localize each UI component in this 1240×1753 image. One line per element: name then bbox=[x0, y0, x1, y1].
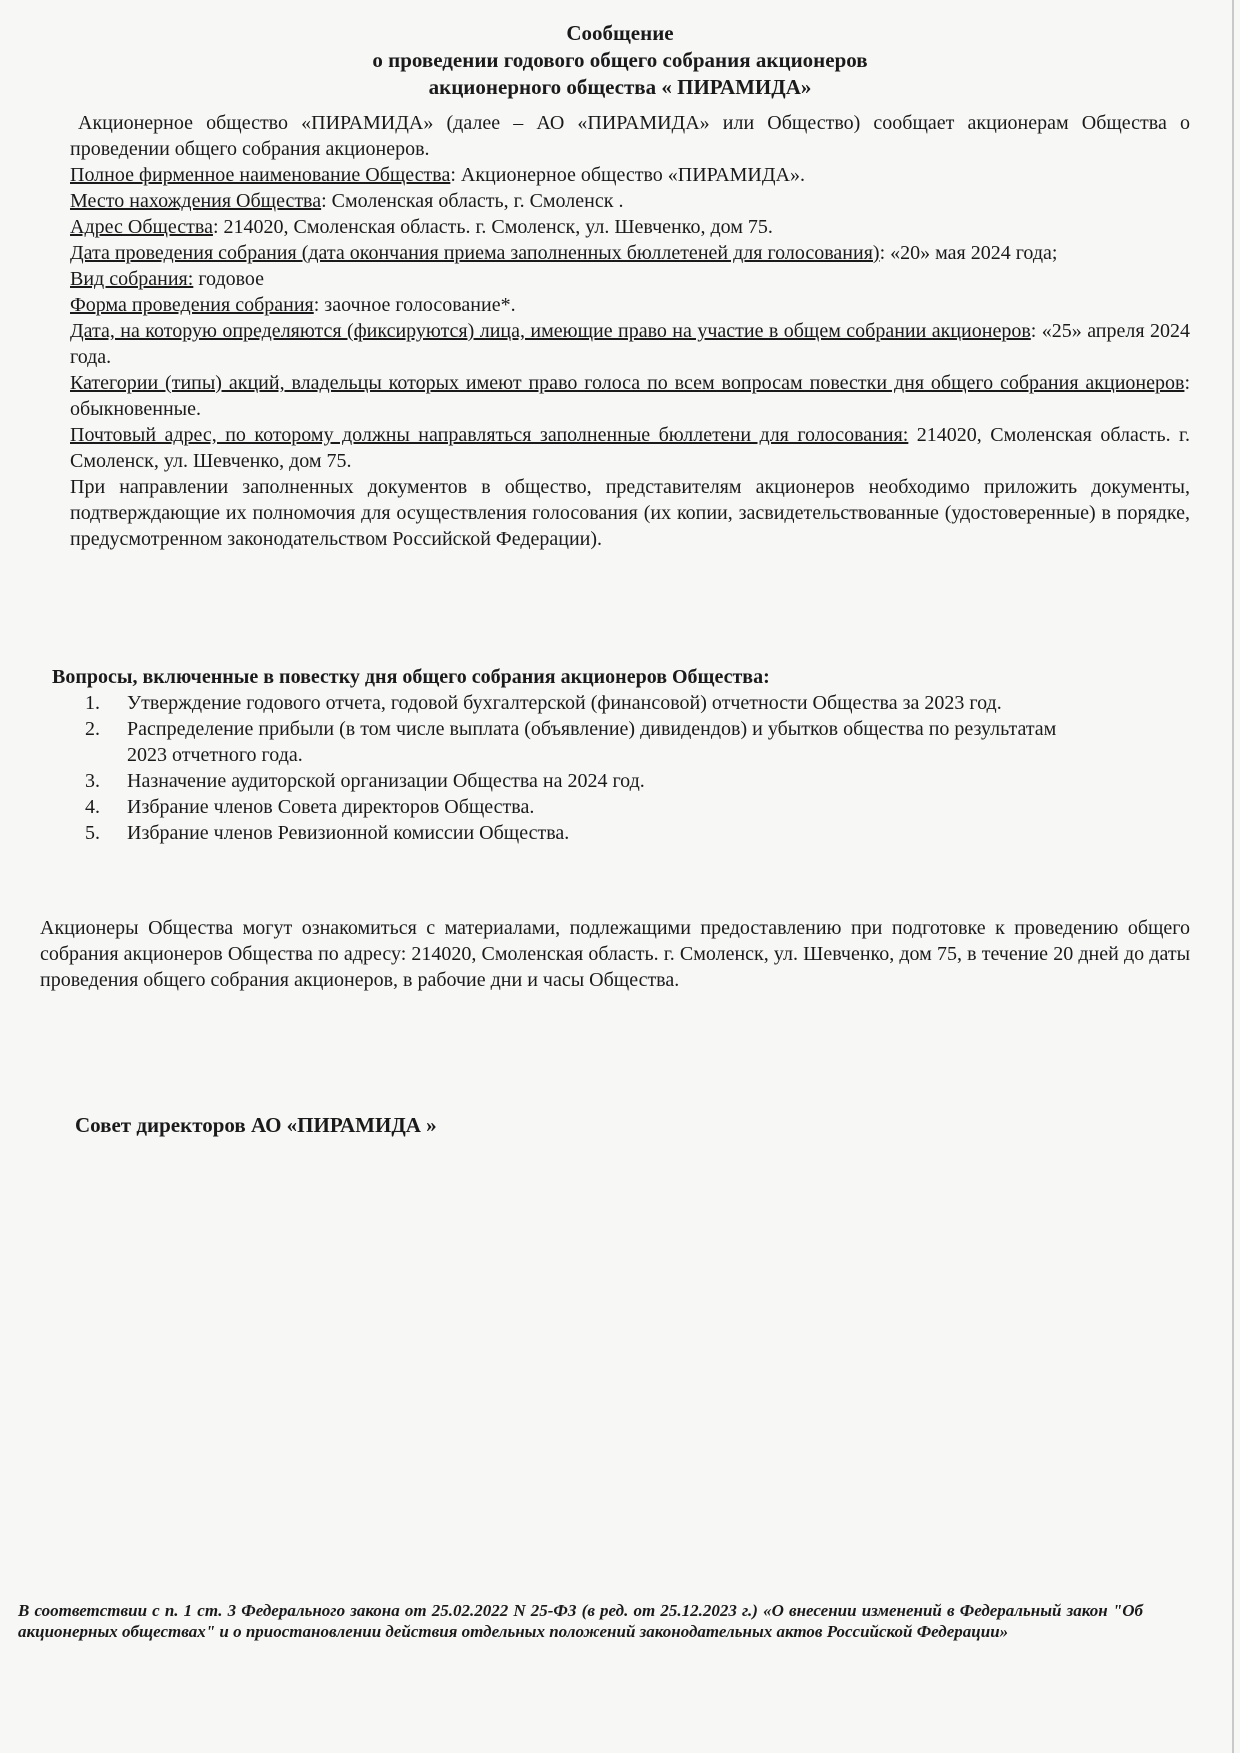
location-label: Место нахождения Общества bbox=[70, 190, 322, 212]
document-title bbox=[0, 20, 1240, 101]
meeting-type-label: Вид собрания: bbox=[70, 268, 194, 290]
field-address bbox=[70, 214, 1190, 240]
intro-paragraph: Акционерное общество «ПИРАМИДА» (далее – АО «ПИРАМИДА» или Общество) сообщает акционерам Общества о проведении общего собрания акционеров. bbox=[70, 112, 1190, 160]
board-signature: Совет директоров АО «ПИРАМИДА » bbox=[75, 1113, 437, 1137]
field-postal-address bbox=[70, 422, 1190, 474]
field-meeting-form bbox=[70, 292, 1190, 318]
postal-address-value: 214020, Смоленская область. г. Смоленск, ул. Шевченко, дом 75. bbox=[70, 424, 1190, 472]
agenda-item-text: Назначение аудиторской организации Общества на 2024 год. bbox=[127, 770, 645, 792]
agenda-item bbox=[85, 768, 1085, 794]
representatives-note: При направлении заполненных документов в общество, представителям акционеров необходимо приложить документы, подтверждающие их полномочия для осуществления голосования (их копии, засвидетельствованные (удостоверенные) в порядке, предусмотренном законодательством Российской Федерации). bbox=[70, 476, 1190, 550]
notice-body bbox=[70, 110, 1190, 552]
agenda-heading: Вопросы, включенные в повестку дня общего собрания акционеров Общества: bbox=[52, 666, 770, 688]
agenda-list bbox=[85, 690, 1085, 846]
meeting-date-value: : «20» мая 2024 года; bbox=[879, 242, 1058, 264]
agenda-item-text: Распределение прибыли (в том числе выплата (объявление) дивидендов) и убытков общества по результатам 2023 отчетного года. bbox=[127, 718, 1057, 766]
share-categories-label: Категории (типы) акций, владельцы которых имеют право голоса по всем вопросам повестки дня общего собрания акционеров bbox=[70, 372, 1185, 394]
agenda-item bbox=[85, 716, 1085, 768]
agenda-item-text: Избрание членов Ревизионной комиссии Общества. bbox=[127, 822, 570, 844]
address-label: Адрес Общества bbox=[70, 216, 213, 238]
meeting-date-label: Дата проведения собрания (дата окончания приема заполненных бюллетеней для голосования) bbox=[70, 242, 880, 264]
agenda-item-number: 1. bbox=[85, 692, 100, 714]
agenda-item-text: Избрание членов Совета директоров Общества. bbox=[127, 796, 535, 818]
record-date-value: : «25» апреля 2024 года. bbox=[70, 320, 1190, 368]
field-record-date bbox=[70, 318, 1190, 370]
location-value: : Смоленская область, г. Смоленск . bbox=[321, 190, 624, 212]
agenda-item-number: 2. bbox=[85, 718, 100, 740]
legal-footnote: В соответствии с п. 1 ст. 3 Федерального закона от 25.02.2022 N 25-ФЗ (в ред. от 25.12.2023 г.) «О внесении изменений в Федеральный закон "Об акционерных обществах" и о приостановлении действия отдельных положений законодательных актов Российской Федерации» bbox=[18, 1601, 1143, 1641]
full-name-label: Полное фирменное наименование Общества bbox=[70, 164, 451, 186]
title-line-1: Сообщение bbox=[566, 21, 674, 45]
title-line-2: о проведении годового общего собрания акционеров bbox=[372, 48, 868, 72]
field-share-categories bbox=[70, 370, 1190, 422]
address-value: : 214020, Смоленская область. г. Смоленск, ул. Шевченко, дом 75. bbox=[212, 216, 773, 238]
agenda-item-text: Утверждение годового отчета, годовой бухгалтерской (финансовой) отчетности Общества за 2023 год. bbox=[127, 692, 1002, 714]
agenda-item bbox=[85, 690, 1085, 716]
agenda-item bbox=[85, 820, 1085, 846]
field-full-name bbox=[70, 162, 1190, 188]
share-categories-value: : обыкновенные. bbox=[70, 372, 1190, 420]
postal-address-label: Почтовый адрес, по которому должны направляться заполненные бюллетени для голосования: bbox=[70, 424, 909, 446]
full-name-value: : Акционерное общество «ПИРАМИДА». bbox=[450, 164, 805, 186]
meeting-type-value: годовое bbox=[193, 268, 265, 290]
meeting-form-label: Форма проведения собрания bbox=[70, 294, 314, 316]
meeting-form-value: : заочное голосование*. bbox=[313, 294, 516, 316]
materials-paragraph: Акционеры Общества могут ознакомиться с материалами, подлежащими предоставлению при подготовке к проведению общего собрания акционеров Общества по адресу: 214020, Смоленская область. г. Смоленск, ул. Шевченко, дом 75, в течение 20 дней до даты проведения общего собрания акционеров, в рабочие дни и часы Общества. bbox=[40, 917, 1190, 991]
scan-edge bbox=[1232, 0, 1234, 1753]
record-date-label: Дата, на которую определяются (фиксируются) лица, имеющие право на участие в общем собрании акционеров bbox=[70, 320, 1031, 342]
field-meeting-date bbox=[70, 240, 1190, 266]
field-location bbox=[70, 188, 1190, 214]
agenda-item-number: 3. bbox=[85, 770, 100, 792]
agenda-item-number: 5. bbox=[85, 822, 100, 844]
title-line-3: акционерного общества « ПИРАМИДА» bbox=[428, 75, 812, 99]
field-meeting-type bbox=[70, 266, 1190, 292]
agenda-item-number: 4. bbox=[85, 796, 100, 818]
agenda-item bbox=[85, 794, 1085, 820]
